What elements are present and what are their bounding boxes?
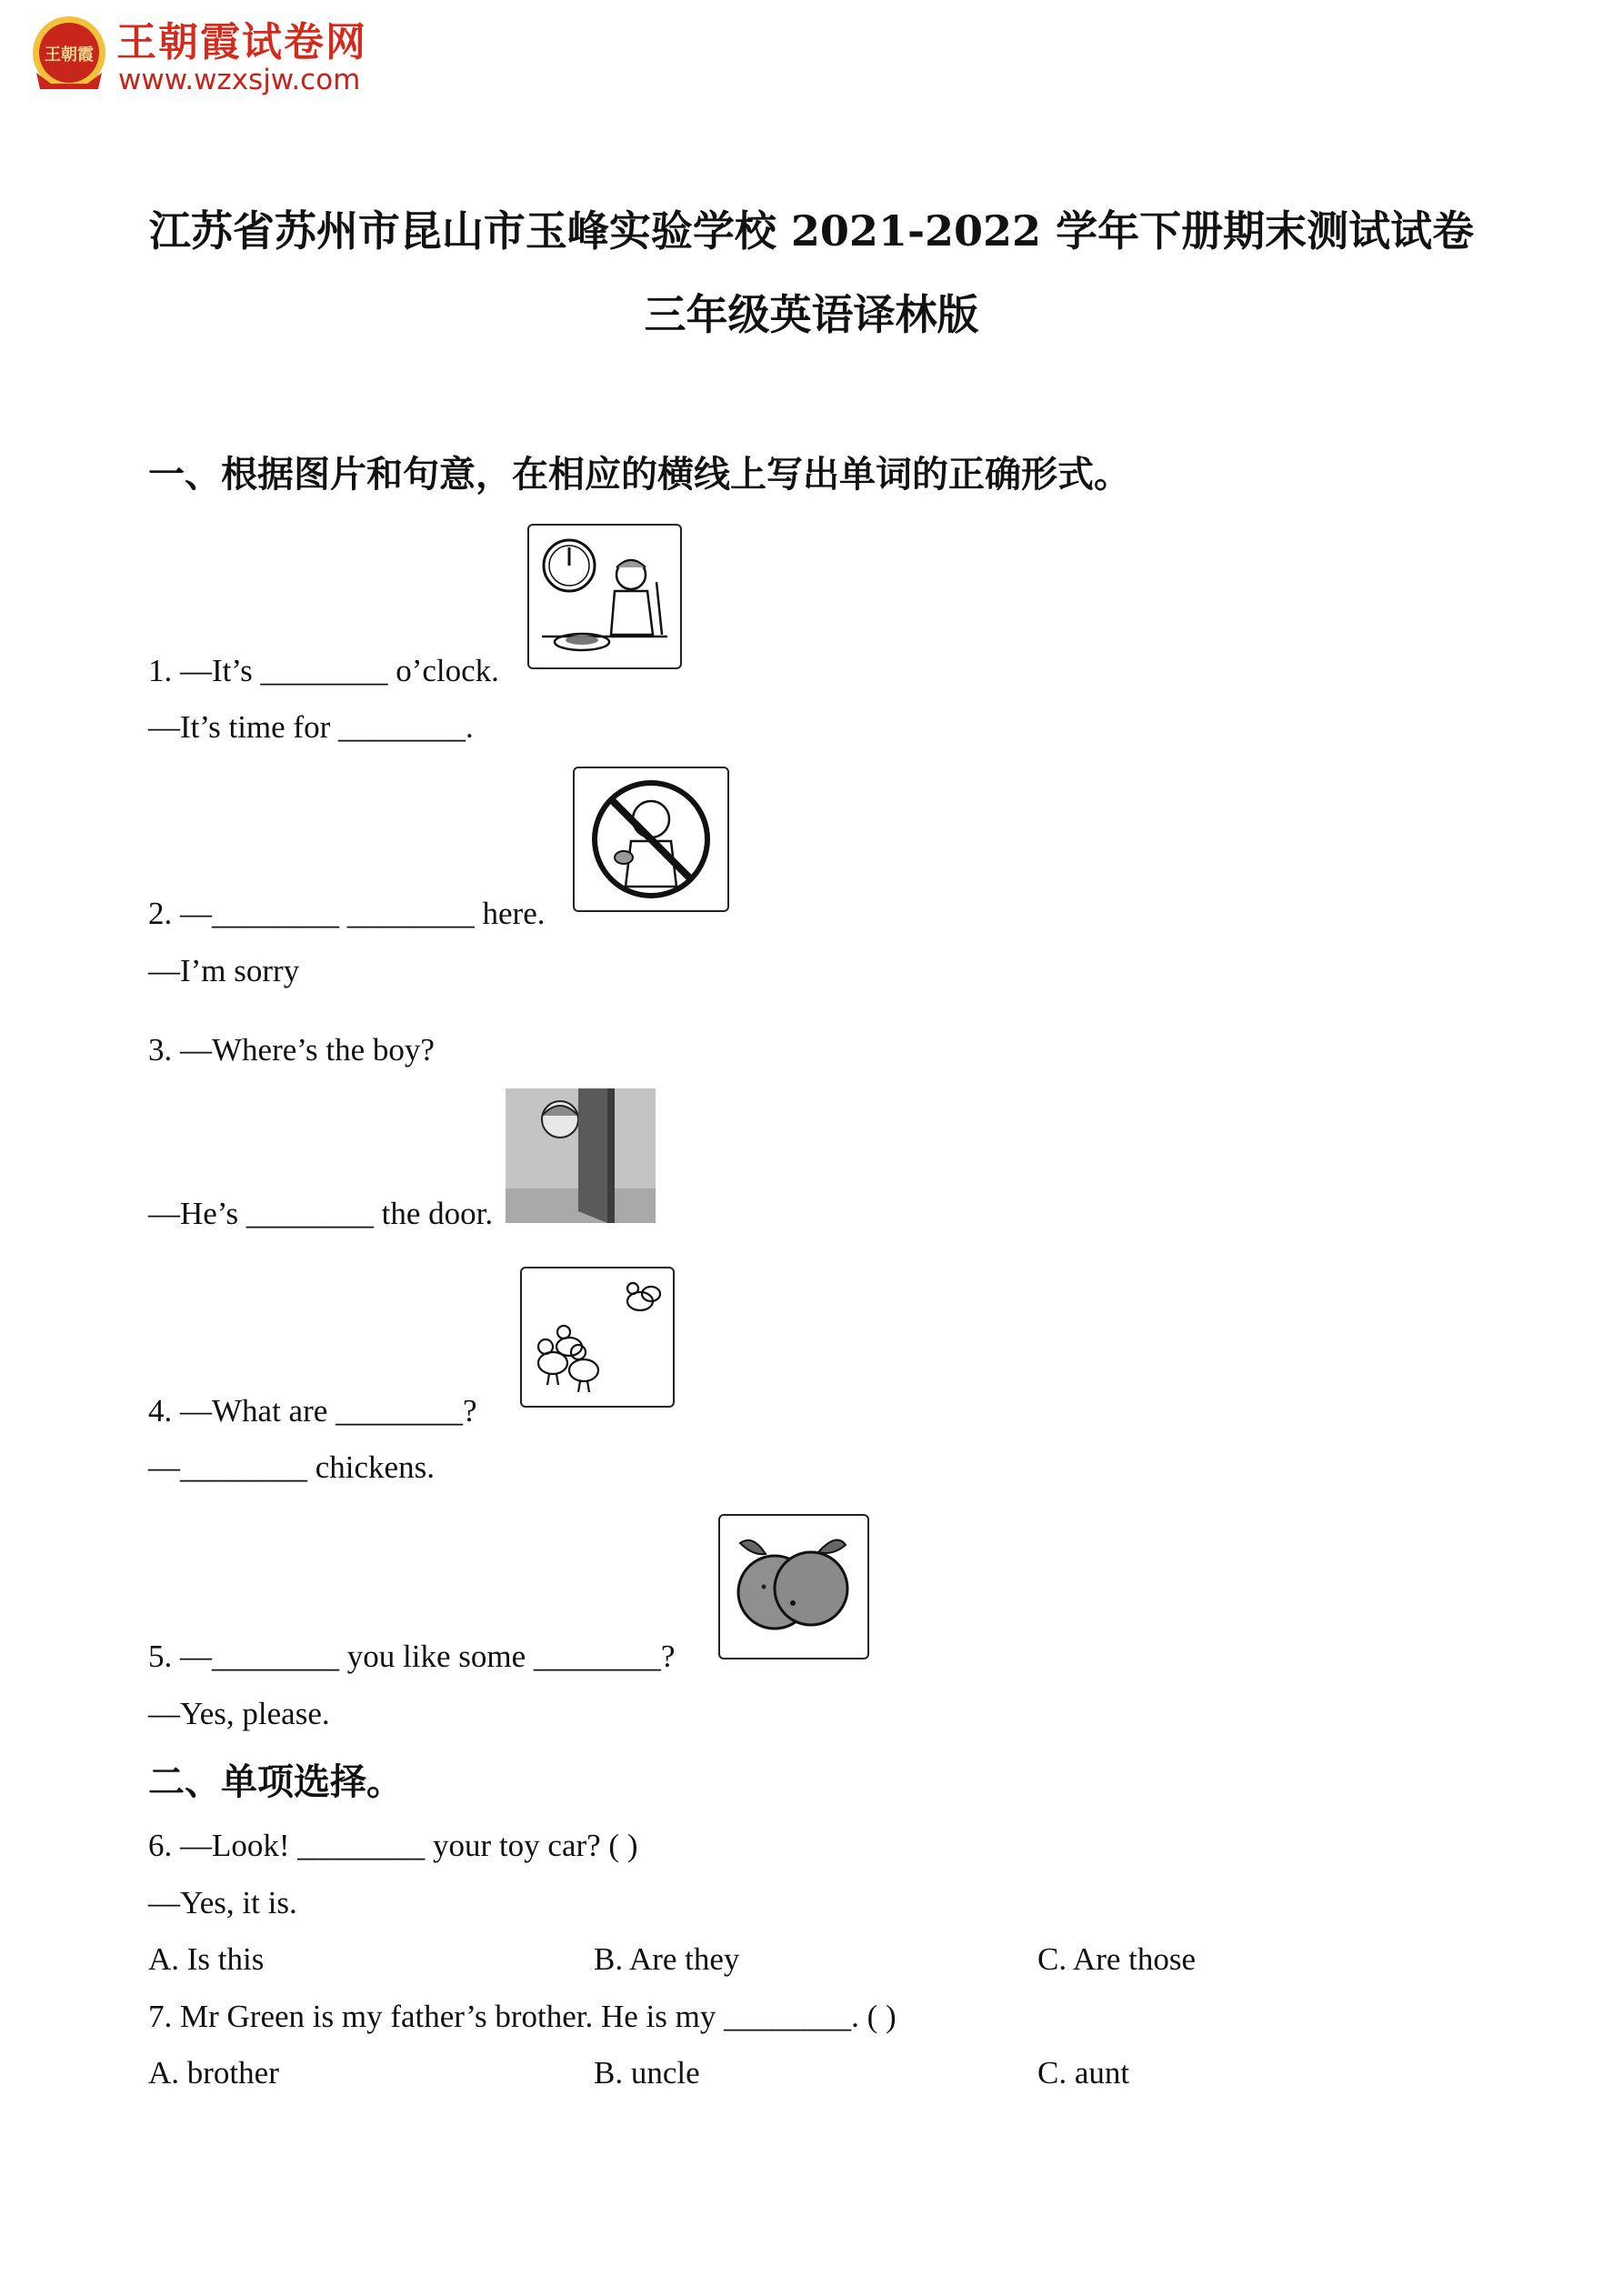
no-eating-sign-icon [573,767,729,912]
question-7-option-a[interactable]: A. brother [148,2055,279,2090]
question-7-option-c[interactable]: C. aunt [1037,2055,1130,2090]
question-7-line-1: 7. Mr Green is my father’s brother. He is my ________. ( ) [148,1999,897,2034]
site-logo-name: 王朝霞试卷网 [116,19,367,65]
question-5-line-2: —Yes, please. [148,1696,330,1731]
chickens-icon [520,1267,675,1408]
question-2-line-2: —I’m sorry [148,953,300,988]
question-2-line-1: 2. —________ ________ here. [148,896,546,931]
question-3-line-1: 3. —Where’s the boy? [148,1032,435,1068]
svg-text:王朝霞: 王朝霞 [45,45,94,65]
question-7-option-b[interactable]: B. uncle [594,2055,700,2090]
site-logo-badge [27,13,111,96]
oranges-icon [718,1514,869,1659]
question-1-line-2: —It’s time for ________. [148,709,474,745]
question-1-line-1: 1. —It’s ________ o’clock. [148,653,499,688]
question-4-line-1: 4. —What are ________? [148,1393,477,1429]
site-url[interactable]: www.wzxsjw.com [118,64,361,96]
question-4-line-2: —________ chickens. [148,1449,435,1485]
question-3-line-2: —He’s ________ the door. [148,1196,494,1231]
section2-heading: 二、单项选择。 [148,1760,403,1803]
document-title: 江苏省苏州市昆山市玉峰实验学校 2021-2022 学年下册期末测试试卷 [148,206,1475,256]
question-6-option-b[interactable]: B. Are they [594,1941,740,1977]
question-6-line-2: —Yes, it is. [148,1885,297,1920]
question-5-line-1: 5. —________ you like some ________? [148,1639,676,1674]
question-6-option-a[interactable]: A. Is this [148,1941,265,1977]
section1-heading: 一、根据图片和句意，在相应的横线上写出单词的正确形式。 [148,453,1130,496]
boy-behind-door-icon [506,1088,656,1223]
document-subtitle: 三年级英语译林版 [644,290,979,339]
question-6-option-c[interactable]: C. Are those [1037,1941,1197,1977]
clock-lunch-icon [527,524,682,669]
question-6-line-1: 6. —Look! ________ your toy car? ( ) [148,1828,638,1863]
